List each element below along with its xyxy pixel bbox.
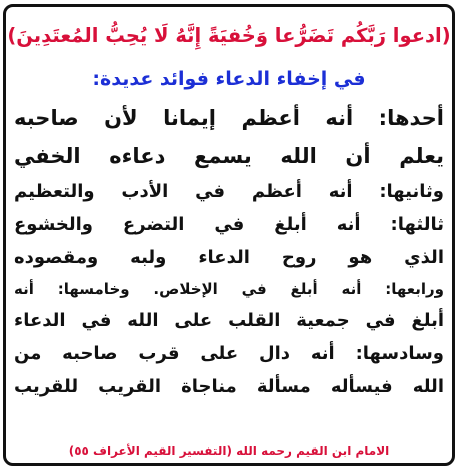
quran-verse: (ادعوا رَبَّكُم تَضَرُّعا وَخُفيَةً إِنَّهُ لَا يُحِبُّ المُعتَدِينَ) xyxy=(7,24,451,47)
text-line: ورابعها: أنه أبلغ في الإخلاص. وخامسها: أنه xyxy=(14,280,444,298)
text-line: يعلم أن الله يسمع دعاءه الخفي xyxy=(14,144,444,168)
source-citation: الامام ابن القيم رحمه الله (التفسير القيم الأعراف ٥٥) xyxy=(68,444,390,458)
text-line: ثالثها: أنه أبلغ في التضرع والخشوع xyxy=(14,214,444,235)
quote-card xyxy=(3,4,455,466)
subheading: في إخفاء الدعاء فوائد عديدة: xyxy=(92,68,366,90)
text-line: الذي هو روح الدعاء ولبه ومقصوده xyxy=(14,247,444,268)
text-line: وثانيها: أنه أعظم في الأدب والتعظيم xyxy=(14,181,444,202)
text-line: أحدها: أنه أعظم إيمانا لأن صاحبه xyxy=(14,106,444,130)
text-line: وسادسها: أنه دال على قرب صاحبه من xyxy=(14,343,444,364)
benefits-text xyxy=(14,99,444,403)
text-line: الله فيسأله مسألة مناجاة القريب للقريب xyxy=(14,376,444,397)
text-line: أبلغ في جمعية القلب على الله في الدعاء xyxy=(14,310,444,331)
